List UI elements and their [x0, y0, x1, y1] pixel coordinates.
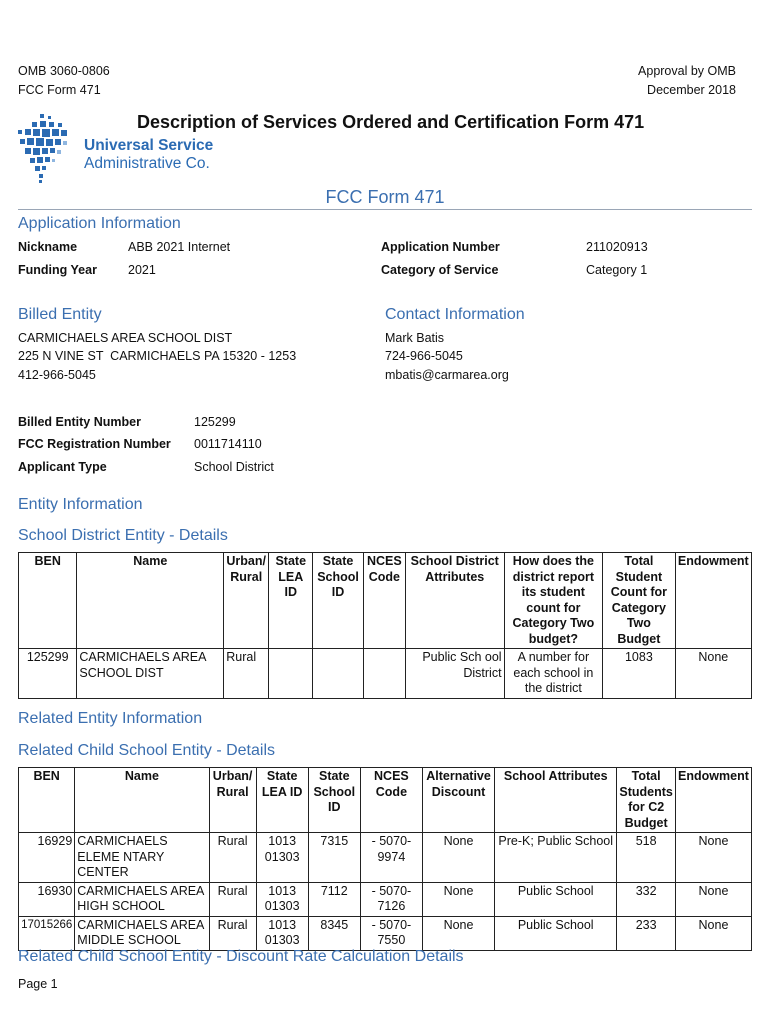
column-header: Alternative Discount	[422, 768, 494, 833]
name-cell: CARMICHAELS ELEME NTARY CENTER	[75, 833, 209, 883]
column-header: Name	[77, 553, 224, 649]
category-value: Category 1	[586, 263, 648, 277]
billed-entity-number: 125299	[194, 415, 236, 429]
applicant-type-value: School District	[194, 460, 274, 474]
report-method-cell: A number for each school in the district	[504, 649, 603, 699]
column-header: Endowment	[675, 768, 751, 833]
column-header: State LEA ID	[269, 553, 313, 649]
contact-name: Mark Batis	[385, 331, 445, 345]
billed-entity-heading: Billed Entity	[18, 306, 102, 323]
nickname-value: ABB 2021 Internet	[128, 240, 231, 254]
column-header: NCES Code	[360, 768, 422, 833]
column-header: Urban/ Rural	[209, 768, 256, 833]
column-header: State School ID	[308, 768, 360, 833]
students-cell: 332	[617, 882, 676, 916]
endowment-cell: None	[675, 916, 751, 950]
column-header: Total Student Count for Category Two Budget	[603, 553, 675, 649]
application-info-heading: Application Information	[18, 215, 181, 232]
fcc-registration-number: 0011714110	[194, 437, 262, 451]
application-number-label: Application Number	[381, 240, 500, 254]
applicant-type-label: Applicant Type	[18, 460, 107, 474]
funding-year-label: Funding Year	[18, 263, 97, 277]
child-school-table	[18, 767, 752, 951]
column-header: BEN	[19, 768, 75, 833]
billed-entity-phone: 412-966-5045	[18, 368, 96, 382]
endowment-cell: None	[675, 833, 751, 883]
name-cell: CARMICHAELS AREA MIDDLE SCHOOL	[75, 916, 209, 950]
child-school-heading: Related Child School Entity - Details	[18, 742, 276, 759]
nickname-label: Nickname	[18, 240, 78, 254]
school-id-cell	[313, 649, 363, 699]
student-count-cell: 1083	[603, 649, 675, 699]
table-row	[19, 833, 752, 883]
nces-cell: - 5070- 7126	[360, 882, 422, 916]
name-cell: CARMICHAELS AREA HIGH SCHOOL	[75, 882, 209, 916]
alt-discount-cell: None	[422, 916, 494, 950]
billed-entity-number-label: Billed Entity Number	[18, 415, 141, 429]
ben-cell: 16929	[19, 833, 75, 883]
students-cell: 233	[617, 916, 676, 950]
discount-calculation-heading: Related Child School Entity - Discount Rate Calculation Details	[18, 948, 464, 965]
column-header: State School ID	[313, 553, 363, 649]
lea-cell: 1013 01303	[256, 882, 308, 916]
column-header: Urban/ Rural	[224, 553, 269, 649]
billed-entity-address: 225 N VINE ST CARMICHAELS PA 15320 - 1253	[18, 349, 297, 363]
column-header: NCES Code	[363, 553, 405, 649]
school-id-cell: 7112	[308, 882, 360, 916]
endowment-cell: None	[675, 882, 751, 916]
entity-info-heading: Entity Information	[18, 496, 143, 513]
contact-phone: 724-966-5045	[385, 349, 463, 363]
urban-cell: Rural	[209, 916, 256, 950]
omb-number: OMB 3060-0806	[18, 64, 110, 78]
table-header-row	[19, 768, 752, 833]
ben-cell: 125299	[19, 649, 77, 699]
nces-cell	[363, 649, 405, 699]
table-row	[19, 882, 752, 916]
column-header: School District Attributes	[405, 553, 504, 649]
approval-label: Approval by OMB	[638, 64, 736, 78]
alt-discount-cell: None	[422, 833, 494, 883]
ben-cell: 16930	[19, 882, 75, 916]
school-id-cell: 7315	[308, 833, 360, 883]
school-district-heading: School District Entity - Details	[18, 527, 228, 544]
urban-cell: Rural	[224, 649, 269, 699]
attributes-cell: Public School	[495, 882, 617, 916]
attributes-cell: Pre-K; Public School	[495, 833, 617, 883]
column-header: BEN	[19, 553, 77, 649]
column-header: Name	[75, 768, 209, 833]
funding-year-value: 2021	[128, 263, 156, 277]
school-id-cell: 8345	[308, 916, 360, 950]
form-subtitle: FCC Form 471	[325, 187, 445, 207]
application-number-value: 211020913	[586, 240, 648, 254]
approval-date: December 2018	[647, 83, 736, 97]
column-header: How does the district report its student count for Category Two budget?	[504, 553, 603, 649]
lea-cell: 1013 01303	[256, 833, 308, 883]
column-header: Total Students for C2 Budget	[617, 768, 676, 833]
name-cell: CARMICHAELS AREA SCHOOL DIST	[77, 649, 224, 699]
page-number: Page 1	[18, 977, 58, 991]
lea-cell: 1013 01303	[256, 916, 308, 950]
nces-cell: - 5070- 9974	[360, 833, 422, 883]
contact-email[interactable]: mbatis@carmarea.org	[385, 368, 509, 382]
contact-info-heading: Contact Information	[385, 306, 525, 323]
divider	[18, 209, 752, 210]
lea-cell	[269, 649, 313, 699]
table-header-row	[19, 553, 752, 649]
column-header: Endowment	[675, 553, 751, 649]
usac-logo-text: Universal Service Administrative Co.	[84, 137, 214, 172]
related-entity-heading: Related Entity Information	[18, 710, 203, 727]
column-header: State LEA ID	[256, 768, 308, 833]
table-row	[19, 916, 752, 950]
nces-cell: - 5070- 7550	[360, 916, 422, 950]
school-district-table	[18, 552, 752, 699]
category-label: Category of Service	[381, 263, 499, 277]
students-cell: 518	[617, 833, 676, 883]
billed-entity-name: CARMICHAELS AREA SCHOOL DIST	[18, 331, 233, 345]
attributes-cell: Public School	[495, 916, 617, 950]
table-row	[19, 649, 752, 699]
endowment-cell: None	[675, 649, 751, 699]
urban-cell: Rural	[209, 882, 256, 916]
urban-cell: Rural	[209, 833, 256, 883]
ben-cell: 17015266	[19, 916, 75, 950]
attributes-cell: Public Sch ool District	[405, 649, 504, 699]
fcc-registration-label: FCC Registration Number	[18, 437, 171, 451]
alt-discount-cell: None	[422, 882, 494, 916]
page-title: Description of Services Ordered and Certification Form 471	[137, 112, 645, 132]
form-number: FCC Form 471	[18, 83, 101, 97]
column-header: School Attributes	[495, 768, 617, 833]
